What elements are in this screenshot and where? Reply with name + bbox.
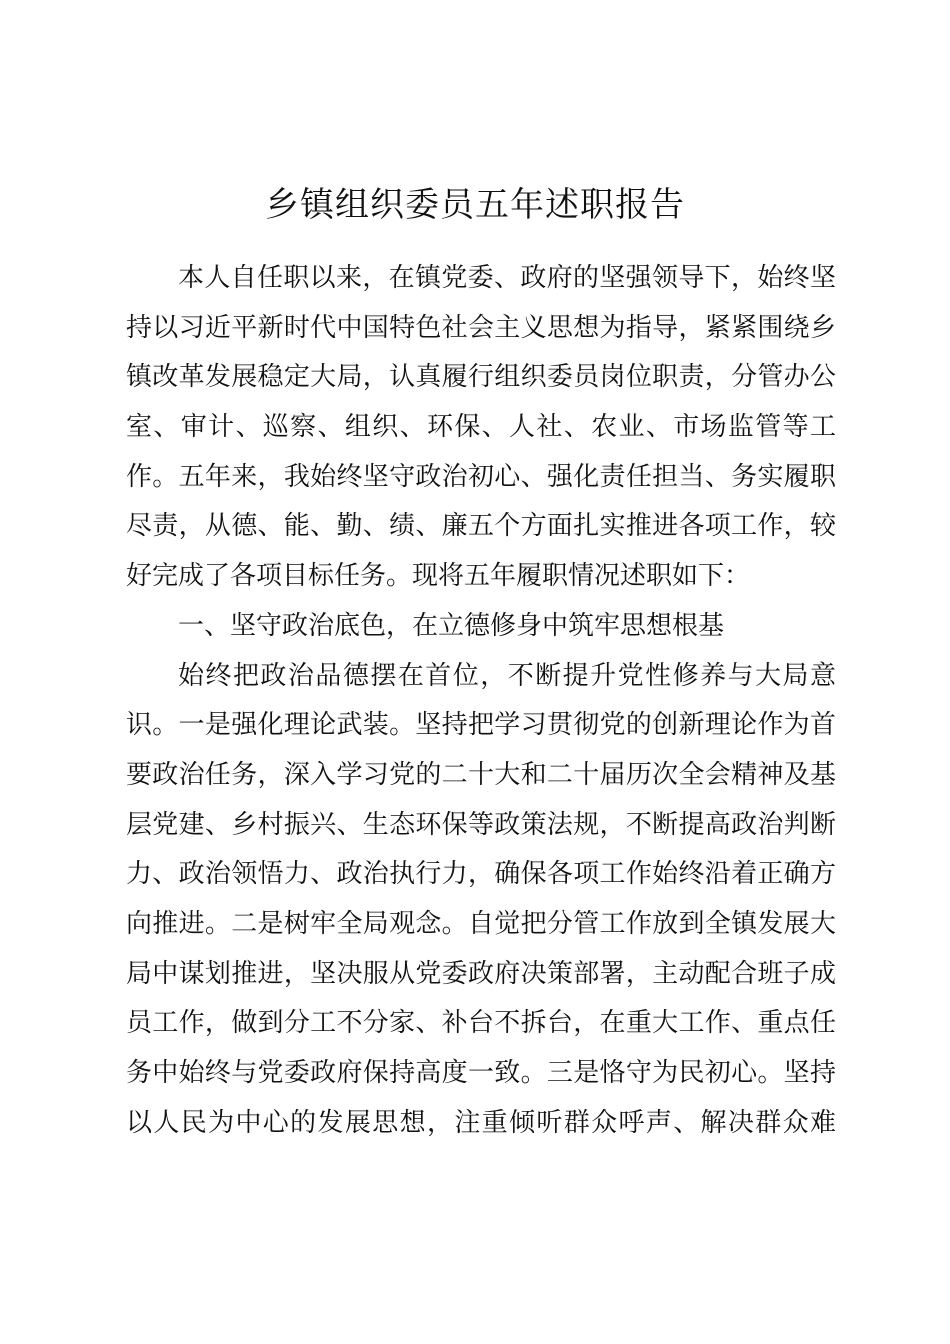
paragraph-line: 局中谋划推进，坚决服从党委政府决策部署，主动配合班子成 bbox=[126, 958, 836, 989]
paragraph-line: 好完成了各项目标任务。现将五年履职情况述职如下： bbox=[126, 561, 751, 592]
paragraph-line: 镇改革发展稳定大局，认真履行组织委员岗位职责，分管办公 bbox=[126, 362, 836, 393]
paragraph-line: 持以习近平新时代中国特色社会主义思想为指导，紧紧围绕乡 bbox=[126, 312, 836, 343]
paragraph-line: 员工作，做到分工不分家、补台不拆台，在重大工作、重点任 bbox=[126, 1008, 836, 1039]
paragraph-line: 要政治任务，深入学习党的二十大和二十届历次全会精神及基 bbox=[126, 759, 836, 790]
paragraph-line: 层党建、乡村振兴、生态环保等政策法规，不断提高政治判断 bbox=[126, 809, 836, 840]
paragraph-line: 室、审计、巡察、组织、环保、人社、农业、市场监管等工 bbox=[126, 412, 836, 443]
paragraph-line: 始终把政治品德摆在首位，不断提升党性修养与大局意 bbox=[178, 660, 836, 691]
document-title: 乡镇组织委员五年述职报告 bbox=[265, 185, 685, 225]
paragraph-line: 作。五年来，我始终坚守政治初心、强化责任担当、务实履职 bbox=[126, 461, 836, 492]
paragraph-line: 识。一是强化理论武装。坚持把学习贯彻党的创新理论作为首 bbox=[126, 710, 836, 741]
paragraph-line: 尽责，从德、能、勤、绩、廉五个方面扎实推进各项工作，较 bbox=[126, 511, 836, 542]
section-heading: 一、坚守政治底色，在立德修身中筑牢思想根基 bbox=[178, 610, 725, 641]
paragraph-line: 向推进。二是树牢全局观念。自觉把分管工作放到全镇发展大 bbox=[126, 908, 836, 939]
document-body bbox=[126, 254, 836, 1148]
paragraph-line: 力、政治领悟力、政治执行力，确保各项工作始终沿着正确方 bbox=[126, 859, 836, 890]
paragraph-line: 务中始终与党委政府保持高度一致。三是恪守为民初心。坚持 bbox=[126, 1058, 836, 1088]
paragraph-line: 以人民为中心的发展思想，注重倾听群众呼声、解决群众难 bbox=[126, 1107, 836, 1138]
paragraph-line: 本人自任职以来，在镇党委、政府的坚强领导下，始终坚 bbox=[178, 263, 836, 293]
